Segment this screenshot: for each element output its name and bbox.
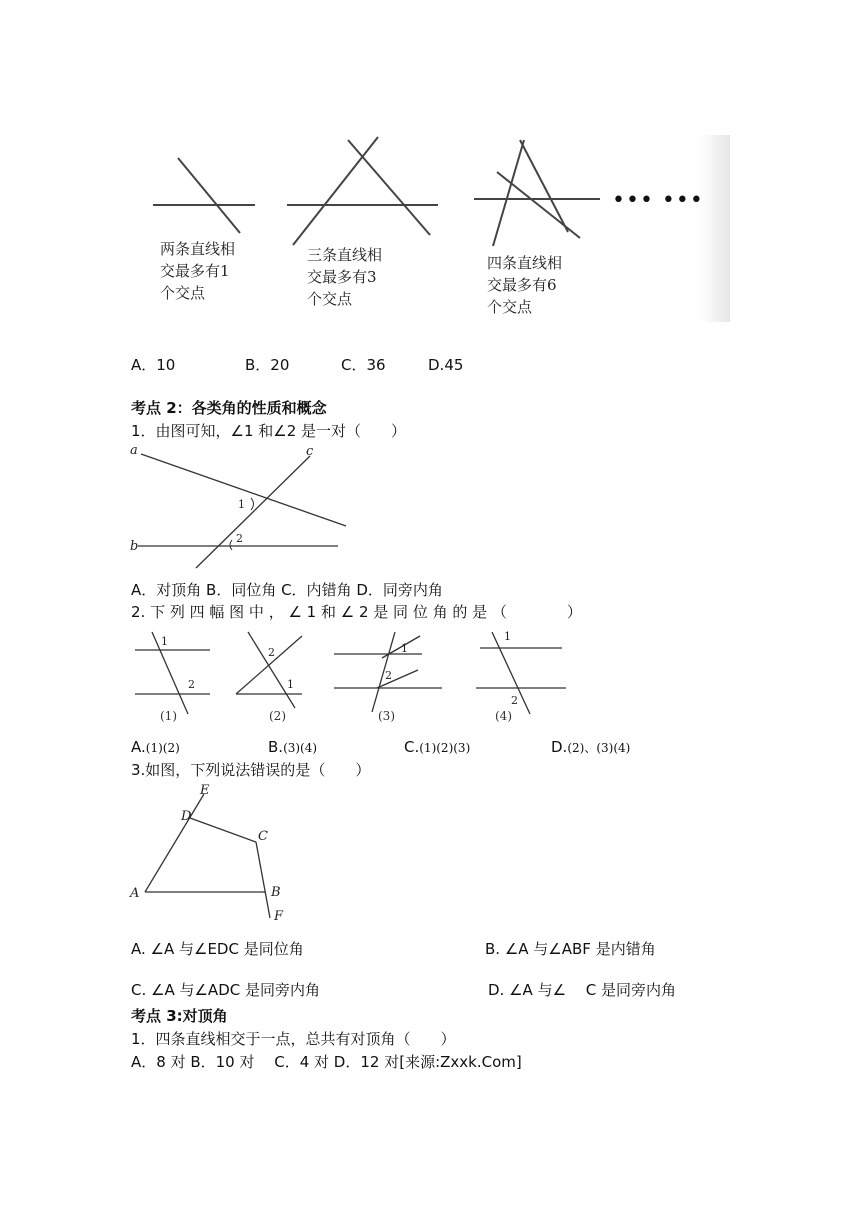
- q2-fig1-angle-2: 2: [188, 678, 195, 691]
- caption-two-line1: 两条直线相: [160, 240, 236, 258]
- label-c: c: [306, 444, 314, 459]
- captions: [160, 240, 562, 316]
- q2-fig-1: [135, 632, 210, 714]
- four-lines-diagram: [474, 140, 600, 246]
- point-D: D: [181, 809, 192, 824]
- q2-fig1-angle-1: 1: [161, 635, 168, 648]
- point-C: C: [258, 829, 268, 844]
- q2-fig4-angle-2: 2: [511, 694, 518, 707]
- label-angle-1: 1: [238, 498, 245, 511]
- intersection-figure-svg: [0, 0, 860, 340]
- caption-three-line1: 三条直线相: [307, 246, 383, 264]
- s2-q3-option-a: A. ∠A 与∠EDC 是同位角: [131, 940, 304, 958]
- section3-heading: 考点 3:对顶角: [131, 1007, 228, 1025]
- s2-q1-figure: [128, 442, 348, 572]
- s2-q2-option-d: D.(2)、(3)(4): [551, 738, 631, 756]
- three-lines-diagram: [287, 137, 438, 245]
- q2-fig4-label: (4): [495, 709, 512, 723]
- ellipsis-dots: ••• •••: [612, 188, 704, 213]
- figure-edge-shade: [700, 135, 730, 322]
- two-lines-diagram: [153, 158, 255, 233]
- q2-fig-2: [236, 632, 302, 708]
- q2-fig3-label: (3): [378, 709, 395, 723]
- s2-q2-option-b: B.(3)(4): [268, 738, 318, 756]
- s2-q2-option-c: C.(1)(2)(3): [404, 738, 471, 756]
- caption-two-line2: 交最多有1: [160, 262, 230, 280]
- point-B: B: [271, 885, 281, 900]
- caption-three-line3: 个交点: [307, 290, 353, 308]
- s3-q1-options: A．8 对 B．10 对 C．4 对 D．12 对[来源:Zxxk.Com]: [131, 1053, 522, 1071]
- prev-option-d: D.45: [428, 356, 464, 374]
- s2-q3-text: 3.如图，下列说法错误的是（ ）: [131, 761, 371, 779]
- s3-q1-text: 1．四条直线相交于一点，总共有对顶角（ ）: [131, 1030, 456, 1048]
- q2-fig-4: [476, 632, 566, 714]
- label-angle-2: 2: [236, 532, 243, 545]
- q2-fig2-angle-1: 1: [287, 678, 294, 691]
- s2-q2-text: 2. 下 列 四 幅 图 中 ， ∠ 1 和 ∠ 2 是 同 位 角 的 是 （ ）: [131, 603, 582, 621]
- s2-q3-figure: [128, 782, 298, 922]
- caption-three-line2: 交最多有3: [307, 268, 377, 286]
- q2-fig2-angle-2: 2: [268, 646, 275, 659]
- label-a: a: [130, 443, 138, 458]
- point-A: A: [130, 886, 140, 901]
- prev-option-b: B．20: [245, 356, 290, 374]
- s2-q3-option-c: C. ∠A 与∠ADC 是同旁内角: [131, 981, 320, 999]
- label-b: b: [130, 539, 139, 554]
- s2-q1-text: 1．由图可知，∠1 和∠2 是一对（ ）: [131, 422, 407, 440]
- caption-four-line1: 四条直线相: [487, 254, 563, 272]
- q2-fig3-angle-1: 1: [401, 642, 408, 655]
- s2-q2-figures: [130, 628, 590, 728]
- s2-q3-option-b: B. ∠A 与∠ABF 是内错角: [485, 940, 656, 958]
- s2-q3-option-d: D. ∠A 与∠ C 是同旁内角: [488, 981, 677, 999]
- s2-q1-options: A．对顶角 B．同位角 C．内错角 D．同旁内角: [131, 581, 443, 599]
- s2-q2-option-a: A.(1)(2): [131, 738, 180, 756]
- q2-fig4-angle-1: 1: [504, 630, 511, 643]
- q2-fig1-label: (1): [160, 709, 177, 723]
- prev-option-c: C．36: [341, 356, 386, 374]
- section2-heading: 考点 2：各类角的性质和概念: [131, 399, 327, 417]
- prev-option-a: A．10: [131, 356, 176, 374]
- caption-four-line2: 交最多有6: [487, 276, 557, 294]
- caption-four-line3: 个交点: [487, 298, 533, 316]
- q2-fig2-label: (2): [269, 709, 286, 723]
- point-E: E: [200, 783, 210, 798]
- point-F: F: [274, 909, 284, 924]
- caption-two-line3: 个交点: [160, 284, 206, 302]
- q2-fig3-angle-2: 2: [385, 669, 392, 682]
